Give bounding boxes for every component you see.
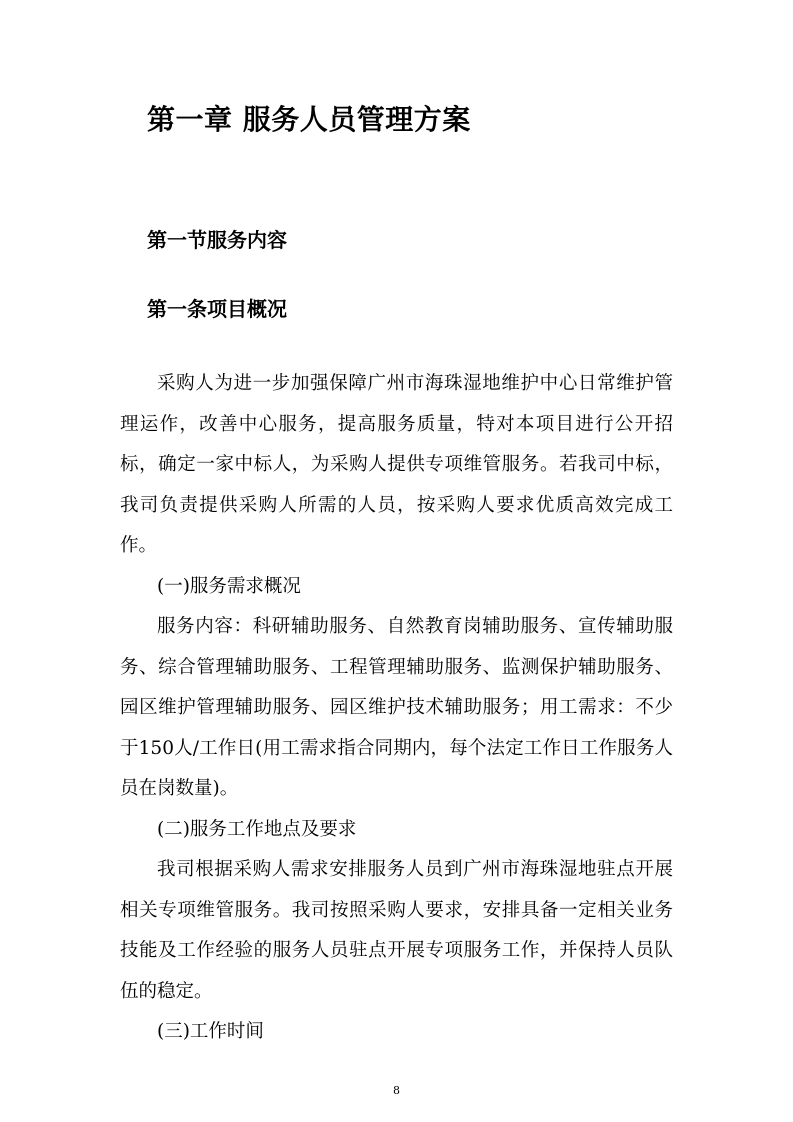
subheading-work-time: (三)工作时间	[157, 1021, 264, 1042]
paragraph-work-location: 我司根据采购人需求安排服务人员到广州市海珠湿地驻点开展相关专项维管服务。我司按照采购人要求，安排具备一定相关业务技能及工作经验的服务人员驻点开展专项服务工作，并保持人员队伍的稳定。	[120, 859, 673, 1002]
paragraph-project-overview: 采购人为进一步加强保障广州市海珠湿地维护中心日常维护管理运作，改善中心服务，提高服务质量，特对本项目进行公开招标，确定一家中标人，为采购人提供专项维管服务。若我司中标，我司负责提供采购人所需的人员，按采购人要求优质高效完成工作。	[120, 373, 673, 556]
page-number: 8	[393, 1084, 400, 1097]
subheading-work-location: (二)服务工作地点及要求	[157, 818, 357, 840]
article-title: 第一条项目概况	[147, 297, 287, 321]
section-title: 第一节服务内容	[147, 228, 287, 252]
subheading-service-demand: (一)服务需求概况	[157, 575, 301, 597]
chapter-title: 第一章 服务人员管理方案	[147, 103, 471, 136]
body-text	[120, 364, 673, 1053]
paragraph-service-content: 服务内容：科研辅助服务、自然教育岗辅助服务、宣传辅助服务、综合管理辅助服务、工程管理辅助服务、监测保护辅助服务、园区维护管理辅助服务、园区维护技术辅助服务；用工需求：不少于150人/工作日(用工需求指合同期内，每个法定工作日工作服务人员在岗数量)。	[120, 616, 673, 799]
